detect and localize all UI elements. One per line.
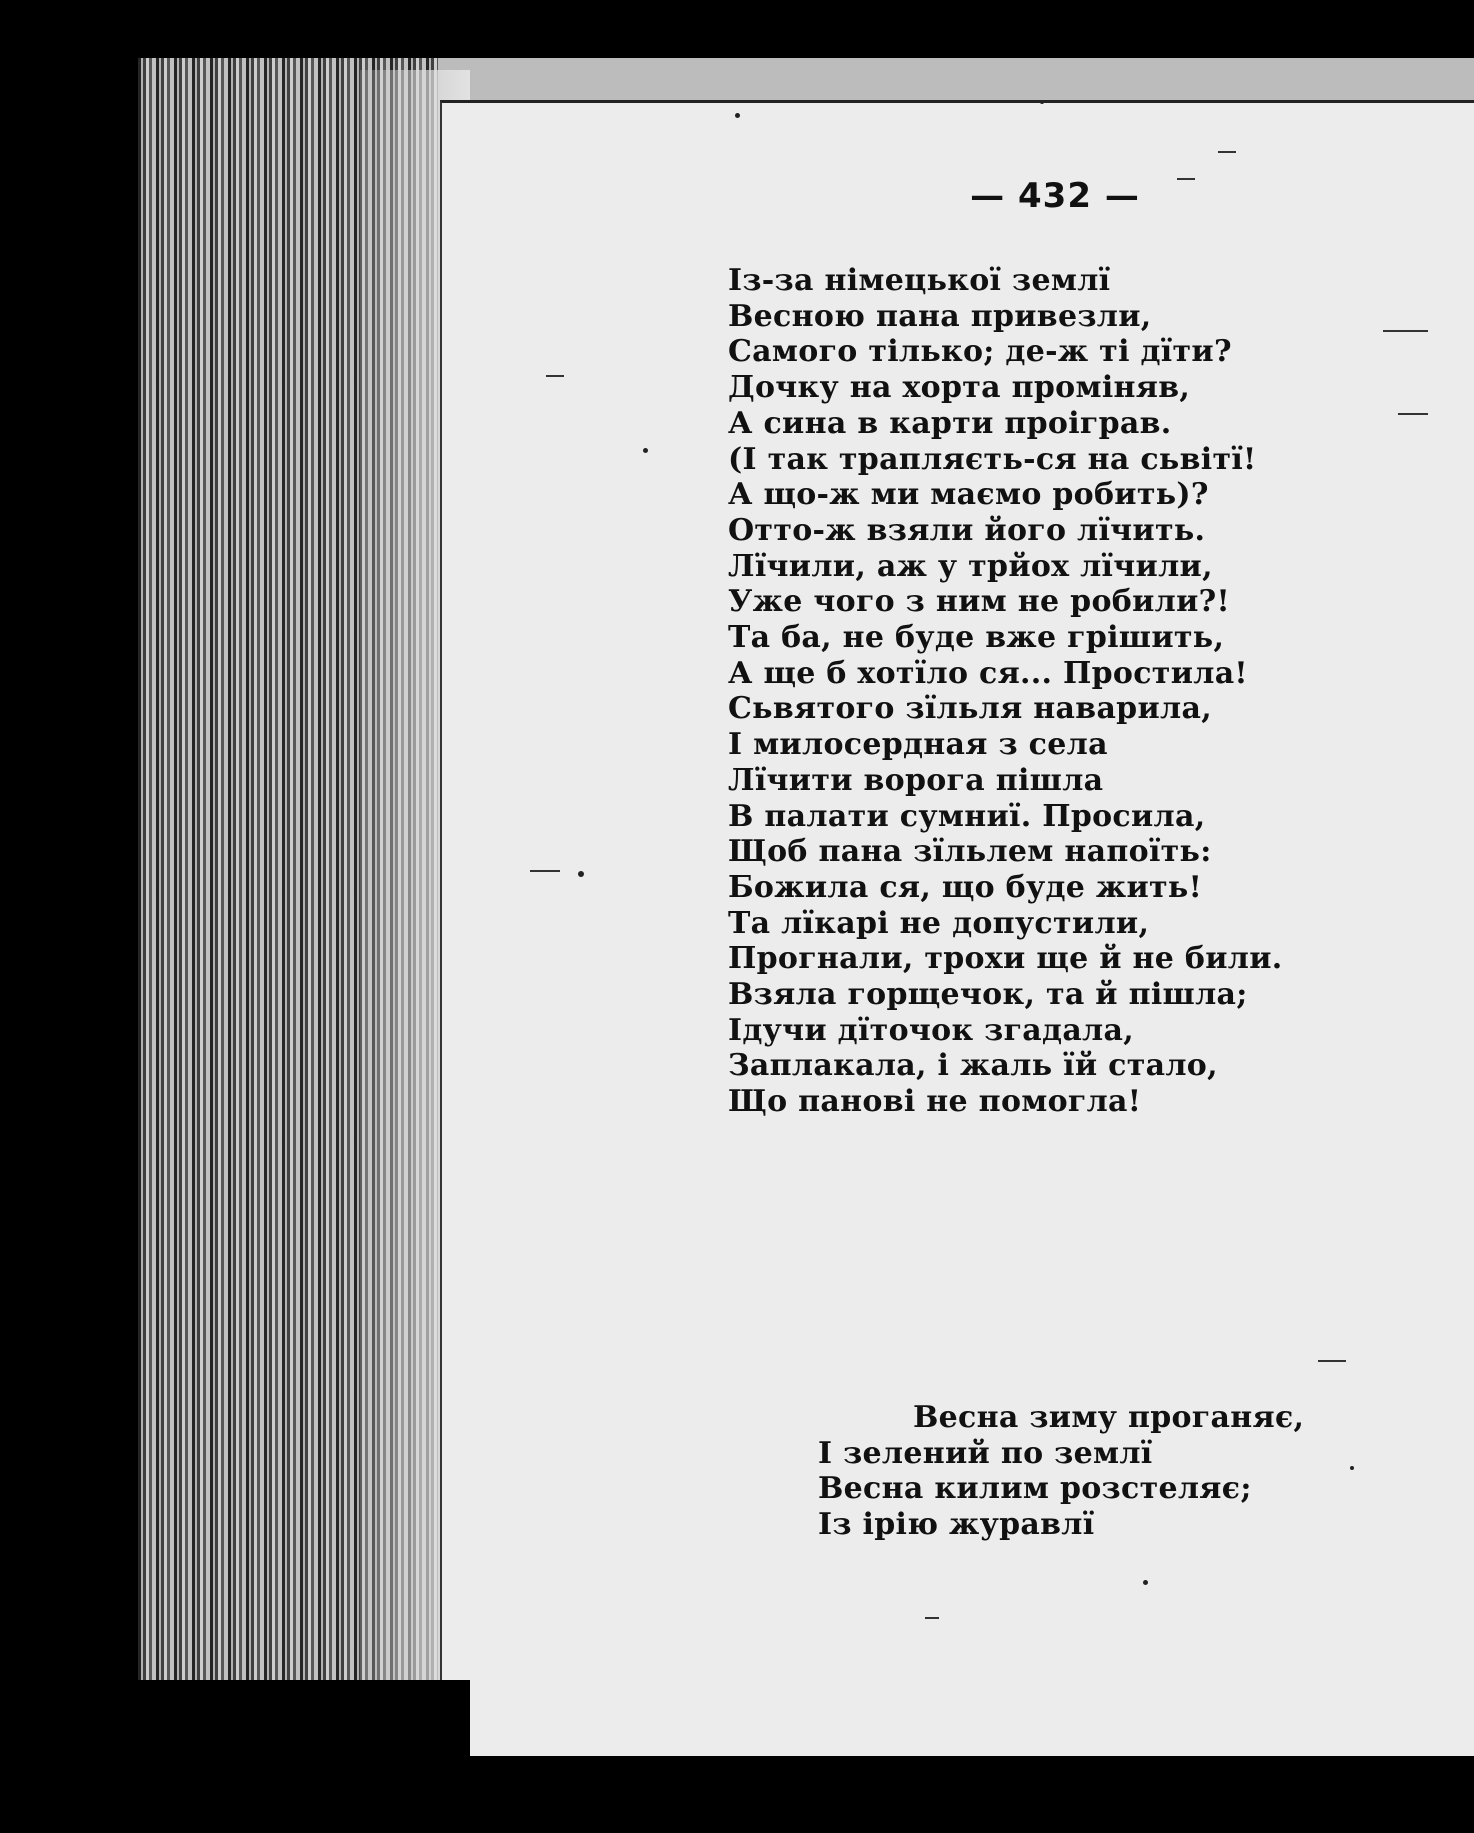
verse-line: Заплакала, і жаль їй стало, bbox=[728, 1048, 1218, 1084]
verse-line: Уже чого з ним не робили?! bbox=[728, 584, 1230, 620]
verse-line: Дочку на хорта проміняв, bbox=[728, 370, 1191, 406]
verse-line: А ще б хотїло ся... Простила! bbox=[728, 655, 1248, 691]
verse-line: Лїчили, аж у трйох лїчили, bbox=[728, 548, 1213, 584]
verse-line: І милосердная з села bbox=[728, 727, 1108, 763]
verse-line: Що панові не помогла! bbox=[728, 1084, 1142, 1120]
verse-line: Лїчити ворога пішла bbox=[728, 762, 1104, 798]
stanza-line: Із ірію журавлї bbox=[818, 1507, 1095, 1543]
scan-speck bbox=[1350, 1466, 1354, 1470]
verse-line: Сьвятого зїльля наварила, bbox=[728, 691, 1212, 727]
stanza-line: І зелений по землї bbox=[818, 1435, 1153, 1471]
scan-speck bbox=[1040, 100, 1044, 104]
scan-mark bbox=[1383, 330, 1428, 332]
scan-mark bbox=[1177, 178, 1195, 180]
scan-mark bbox=[530, 870, 560, 872]
scan-mark bbox=[925, 1617, 939, 1619]
stanza-line: Весна килим розстеляє; bbox=[818, 1471, 1252, 1507]
verse-line: (І так трапляєть-ся на сьвітї! bbox=[728, 441, 1257, 477]
verse-line: А що-ж ми маємо робить)? bbox=[728, 477, 1209, 513]
verse-block bbox=[728, 263, 1283, 1120]
scan-speck bbox=[643, 448, 648, 453]
scan-mark bbox=[546, 375, 564, 377]
verse-line: Весною пана привезли, bbox=[728, 298, 1152, 334]
verse-line: Ідучи дїточок згадала, bbox=[728, 1012, 1134, 1048]
verse-line: Із-за німецької землї bbox=[728, 263, 1111, 298]
verse-line: В палати сумниї. Просила, bbox=[728, 798, 1206, 834]
verse-line: Отто-ж взяли його лїчить. bbox=[728, 512, 1206, 548]
verse-line: Прогнали, трохи ще й не били. bbox=[728, 941, 1283, 977]
stanza-block bbox=[818, 1400, 1304, 1543]
scan-speck bbox=[1143, 1580, 1148, 1585]
verse-line: Та ба, не буде вже грішить, bbox=[728, 620, 1225, 656]
scan-mark bbox=[1218, 151, 1236, 153]
page-number: — 432 — bbox=[970, 176, 1140, 216]
verse-line: А сина в карти проіграв. bbox=[728, 405, 1172, 441]
scan-mark bbox=[1318, 1360, 1346, 1362]
verse-line: Божила ся, що буде жить! bbox=[728, 869, 1203, 905]
scan-speck bbox=[735, 113, 740, 118]
verse-line: Та лїкарі не допустили, bbox=[728, 905, 1150, 941]
scan-border-bottom bbox=[0, 1756, 1474, 1833]
stanza-line: Весна зиму проганяє, bbox=[913, 1400, 1305, 1435]
verse-line: Взяла горщечок, та й пішла; bbox=[728, 977, 1248, 1013]
scan-speck bbox=[578, 871, 584, 877]
scan-mark bbox=[1398, 413, 1428, 415]
verse-line: Самого тілько; де-ж ті дїти? bbox=[728, 334, 1232, 370]
verse-line: Щоб пана зїльлем напоїть: bbox=[728, 834, 1212, 870]
